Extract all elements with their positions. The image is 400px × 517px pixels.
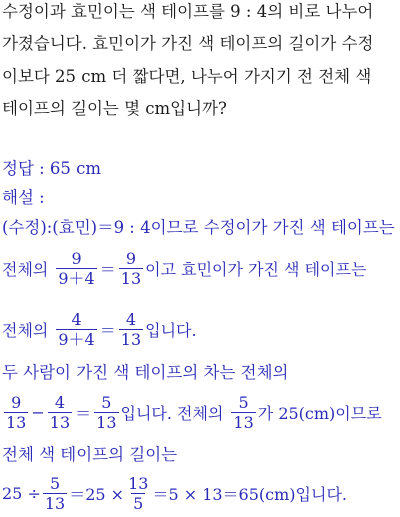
problem-line-3: 이보다 25 cm 더 짧다면, 나누어 가지기 전 전체 색	[2, 67, 372, 86]
numerator: 9	[71, 248, 82, 268]
denominator: 13	[120, 329, 142, 349]
suffix-text: 이고 효민이가 가진 색 테이프는	[145, 259, 367, 279]
numerator: 4	[54, 392, 66, 412]
fraction	[126, 474, 150, 513]
fraction	[94, 393, 118, 432]
fraction	[48, 393, 72, 432]
numerator: 4	[125, 309, 137, 329]
solution-line-5	[2, 388, 382, 436]
denominator: 13	[120, 268, 142, 288]
equals-sign: ＝	[75, 403, 92, 423]
fraction	[231, 393, 255, 432]
solution-line-2	[2, 244, 366, 292]
fraction	[119, 310, 143, 349]
suffix-text: 입니다.	[145, 320, 197, 340]
denominator: 5	[133, 493, 144, 513]
problem-line-1: 수정이과 효민이는 색 테이프를 9 : 4의 비로 나누어	[2, 2, 374, 21]
fraction	[119, 249, 143, 288]
denominator: 13	[96, 412, 117, 432]
minus-sign: −	[31, 402, 45, 422]
solution-line-1: (수정):(효민)＝9 : 4이므로 수정이가 가진 색 테이프는	[2, 218, 395, 237]
solution-line-6: 전체 색 테이프의 길이는	[2, 445, 178, 464]
numerator: 5	[101, 392, 112, 412]
denominator: 13	[233, 412, 254, 432]
denominator: 9＋4	[58, 268, 95, 288]
solution-line-3	[2, 305, 197, 353]
equals-sign: ＝	[99, 259, 116, 279]
solution-label: 해설 :	[2, 188, 45, 207]
middle-text: 입니다. 전체의	[120, 403, 224, 423]
solution-line-4: 두 사람이 가진 색 테이프의 차는 전체의	[2, 363, 289, 382]
equals-sign: ＝	[99, 320, 116, 340]
middle-text: ＝25 ×	[69, 484, 125, 504]
fraction	[43, 474, 67, 513]
problem-line-4: 테이프의 길이는 몇 cm입니까?	[2, 99, 227, 118]
numerator: 5	[238, 392, 249, 412]
denominator: 13	[49, 412, 71, 432]
numerator: 9	[125, 248, 137, 268]
suffix-text: ＝5 × 13＝65(cm)입니다.	[152, 484, 347, 504]
fraction	[4, 393, 28, 432]
numerator: 9	[11, 392, 22, 412]
prefix-text: 전체의	[2, 259, 49, 279]
prefix-text: 전체의	[2, 320, 49, 340]
denominator: 9＋4	[58, 329, 95, 349]
fraction	[56, 310, 96, 349]
suffix-text: 가 25(cm)이므로	[257, 403, 382, 423]
denominator: 13	[44, 493, 66, 513]
solution-line-7	[2, 469, 347, 517]
numerator: 4	[71, 309, 82, 329]
answer-line: 정답 : 65 cm	[2, 159, 102, 178]
numerator: 5	[49, 473, 61, 493]
fraction	[56, 249, 96, 288]
numerator: 13	[128, 473, 149, 493]
problem-line-2: 가졌습니다. 효민이가 가진 색 테이프의 길이가 수정	[2, 34, 374, 53]
denominator: 13	[6, 412, 27, 432]
lead-text: 25 ÷	[2, 483, 41, 503]
